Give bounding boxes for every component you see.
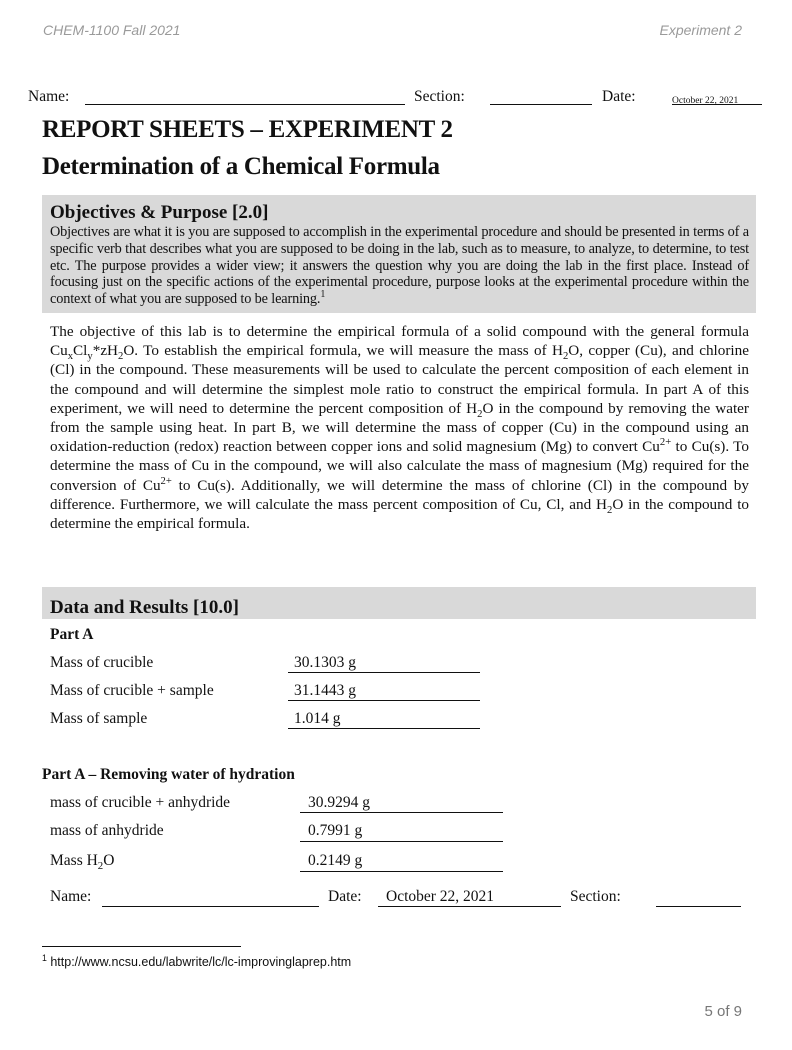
bottom-date-field[interactable] [378, 906, 561, 907]
value-underline[interactable] [288, 700, 480, 701]
value-underline[interactable] [300, 841, 503, 842]
bottom-name-field[interactable] [102, 906, 319, 907]
table-row-label: mass of crucible + anhydride [50, 794, 231, 811]
date-value: October 22, 2021 [672, 96, 739, 106]
value-underline[interactable] [300, 812, 503, 813]
bottom-section-field[interactable] [656, 906, 741, 907]
bottom-date-label: Date: [328, 888, 362, 905]
objectives-answer: The objective of this lab is to determine the empirical formula of a solid compound with the general formula $Cu_xCl_y*zH_2O$. To establish the empirical formula, we will measure the mass of $H_2O$, copper (Cu), and chlorine (Cl) in the compound. These measurements will be used to calculate the percent composition of each element in the compound and will determine the simplest mole ratio to construct the empirical formula. In part A of this experiment, we will need to determine the percent composition of $H_2O$ in the compound by removing the water from the sample using heat. In part B, we will determine the mass of copper (Cu) in the compound using an oxidation-reduction (redox) reaction between copper ions and solid magnesium (Mg) to convert $Cu^{2+}$ to Cu(s). To determine the mass of Cu in the compound, we will also calculate the mass of magnesium (Mg) required for the conversion of $Cu^{2+}$ to Cu(s). Additionally, we will determine the mass of chlorine (Cl) in the compound by difference. Furthermore, we will calculate the mass percent composition of Cu, Cl, and $H_2O$ in the compound to determine the empirical formula. [50, 323, 750, 533]
table-row-value: 30.1303 g [294, 654, 356, 671]
table-row-value: 0.7991 g [308, 822, 363, 839]
page-number: 5 of 9 [704, 1003, 742, 1020]
table-row-label: mass of anhydride [50, 822, 164, 839]
bottom-name-label: Name: [50, 888, 92, 905]
date-label: Date: [602, 88, 636, 105]
mass-h2o-value: 0.2149 g [308, 852, 363, 869]
part-a-label: Part A [50, 626, 94, 643]
course-header: CHEM-1100 Fall 2021 [43, 22, 181, 38]
section-label: Section: [414, 88, 465, 105]
section-field[interactable] [490, 104, 592, 105]
footnote-separator [42, 946, 241, 947]
name-field[interactable] [85, 104, 405, 105]
date-field[interactable] [672, 104, 762, 105]
report-subtitle: Determination of a Chemical Formula [42, 153, 440, 180]
objectives-instructions: Objectives are what it is you are supposed to accomplish in the experimental procedure and should be presented in terms of a specific verb that describes what you are supposed to be doing in the lab, such as to measure, to analyze, to determine, to test etc. The purpose provides a wider view; it answers the question why you are doing the lab in the first place. Instead of focusing just on the specific actions of the experimental procedure, purpose looks at the experimental procedure within the context of what you are supposed to be learning.$^1$ [50, 224, 749, 308]
experiment-header: Experiment 2 [659, 22, 742, 38]
footnote: $^1$ http://www.ncsu.edu/labwrite/lc/lc-improvinglaprep.htm [42, 952, 352, 969]
table-row-label: Mass of sample [50, 710, 148, 727]
value-underline[interactable] [300, 871, 503, 872]
table-row-value: 30.9294 g [308, 794, 370, 811]
data-results-heading: Data and Results [10.0] [50, 597, 239, 618]
part-a2-label: Part A – Removing water of hydration [42, 766, 295, 783]
footnote-ref: 1 [320, 289, 326, 301]
objectives-heading: Objectives & Purpose [2.0] [50, 202, 269, 223]
table-row-label: Mass of crucible + sample [50, 682, 214, 699]
name-label: Name: [28, 88, 70, 105]
bottom-section-label: Section: [570, 888, 621, 905]
table-row-value: 31.1443 g [294, 682, 356, 699]
value-underline[interactable] [288, 672, 480, 673]
value-underline[interactable] [288, 728, 480, 729]
report-title: REPORT SHEETS – EXPERIMENT 2 [42, 116, 453, 143]
footnote-link[interactable]: http://www.ncsu.edu/labwrite/lc/lc-improvinglaprep.htm [50, 955, 352, 969]
mass-h2o-label: Mass $H_2O$ [50, 852, 115, 873]
table-row-label: Mass of crucible [50, 654, 154, 671]
table-row-value: 1.014 g [294, 710, 341, 727]
bottom-date-value: October 22, 2021 [386, 888, 495, 905]
